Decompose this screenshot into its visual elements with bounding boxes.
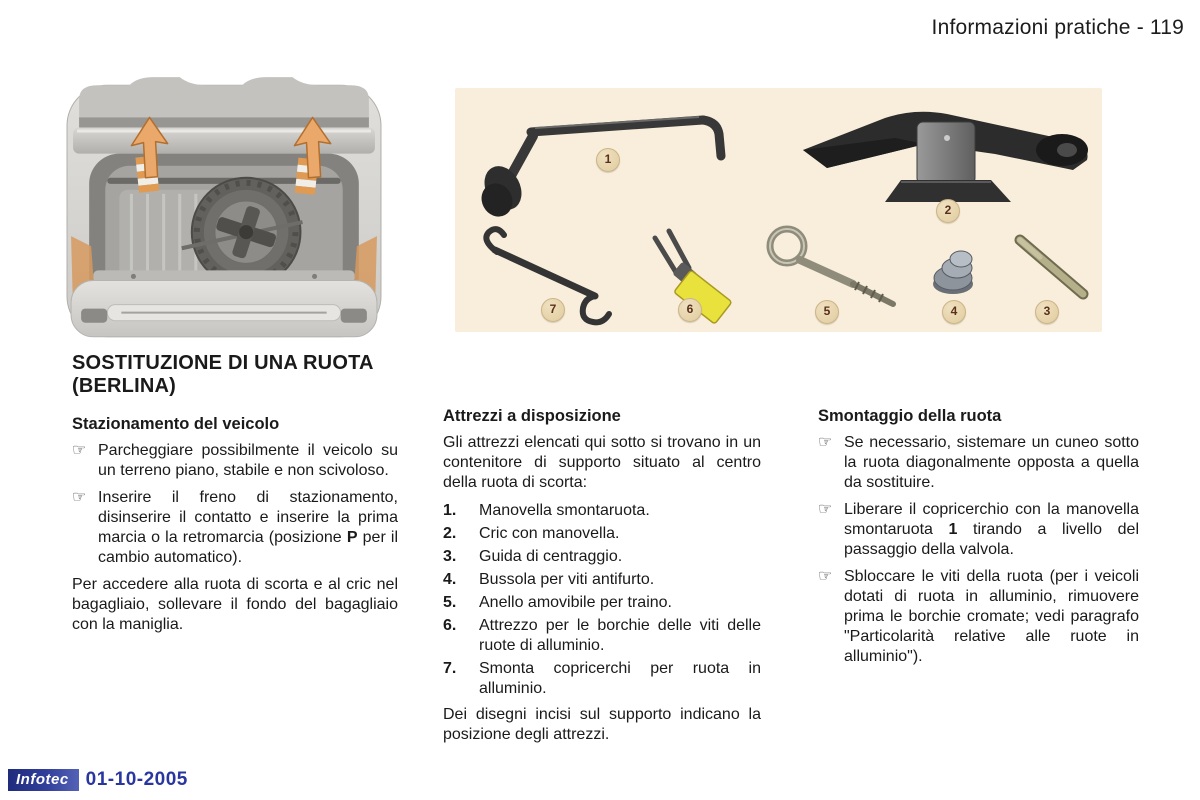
tool-number-badge: 3 <box>1035 300 1059 324</box>
tool-number-badge: 2 <box>936 199 960 223</box>
tools-list <box>443 501 761 699</box>
tools-figure <box>455 88 1102 332</box>
list-item <box>72 488 398 568</box>
section-available-tools <box>443 406 761 753</box>
list-item: 1. Manovella smontaruota. <box>443 502 650 519</box>
trunk-lid <box>79 77 369 119</box>
list-item: 6. Attrezzo per le borchie delle viti delle ruote di alluminio. <box>443 617 761 654</box>
pointing-hand-icon: ☞ <box>72 489 87 506</box>
trunk-photo <box>63 73 385 345</box>
footer-date: 01-10-2005 <box>85 769 188 790</box>
page-title: Informazioni pratiche - 119 <box>931 16 1184 39</box>
subsection-heading-removal: Smontaggio della ruota <box>818 407 1002 425</box>
list-item: 4. Bussola per viti antifurto. <box>443 571 655 588</box>
bullet-text: Sbloccare le viti della ruota (per i veicoli dotati di ruota in alluminio, rimuovere prima le borchie cromate; vedi paragrafo "Particolarità relative alle ruote in alluminio"). <box>844 568 1139 665</box>
wheel-brace <box>476 117 721 222</box>
page-footer <box>8 769 188 791</box>
list-item: 5. Anello amovibile per traino. <box>443 594 672 611</box>
section-heading: SOSTITUZIONE DI UNA RUOTA (BERLINA) <box>72 352 373 397</box>
infotec-logo: Infotec <box>8 769 79 791</box>
pointing-hand-icon: ☞ <box>72 442 87 459</box>
list-item <box>818 433 1139 493</box>
bullet-text: Liberare il copricerchio con la manovella smontaruota 1 tirando a livello del passaggio della valvola. <box>844 501 1139 558</box>
subsection-heading-parking: Stazionamento del veicolo <box>72 415 280 433</box>
list-item: 3. Guida di centraggio. <box>443 548 623 565</box>
list-item <box>818 500 1139 560</box>
centering-guide <box>1020 240 1083 294</box>
trunk-illustration <box>63 73 385 345</box>
tools-outro: Dei disegni incisi sul supporto indicano la posizione degli attrezzi. <box>443 706 761 743</box>
list-item <box>72 441 398 481</box>
subsection-heading-tools: Attrezzi a disposizione <box>443 407 621 425</box>
tool-number-badge: 6 <box>678 298 702 322</box>
section-wheel-removal <box>818 406 1139 674</box>
list-item: 2. Cric con manovella. <box>443 525 620 542</box>
bullet-text: Se necessario, sistemare un cuneo sotto la ruota diagonalmente opposta a quella da sostituire. <box>844 434 1139 491</box>
section-wheel-replacement <box>72 352 398 643</box>
jack <box>803 112 1088 202</box>
pointing-hand-icon: ☞ <box>818 568 833 585</box>
pointing-hand-icon: ☞ <box>818 434 833 451</box>
tool-number-badge: 4 <box>942 300 966 324</box>
tools-illustration <box>455 88 1102 332</box>
list-item <box>818 567 1139 667</box>
tool-number-badge: 7 <box>541 298 565 322</box>
bullet-text: Inserire il freno di stazionamento, disinserire il contatto e inserire la prima marcia o la retromarcia (posizione P per il cambio automatico). <box>98 489 399 566</box>
tools-intro: Gli attrezzi elencati qui sotto si trovano in un contenitore di supporto situato al centro della ruota di scorta: <box>443 434 761 491</box>
list-item: 7. Smonta copricerchi per ruota in alluminio. <box>443 660 761 697</box>
tool-number-badge: 1 <box>596 148 620 172</box>
bullet-text: Parcheggiare possibilmente il veicolo su un terreno piano, stabile e non scivoloso. <box>98 442 398 479</box>
towing-eye <box>770 229 893 304</box>
tool-number-badge: 5 <box>815 300 839 324</box>
antitheft-socket <box>933 251 973 294</box>
paragraph-access-spare: Per accedere alla ruota di scorta e al cric nel bagagliaio, sollevare il fondo del bagagliaio con la maniglia. <box>72 576 398 633</box>
pointing-hand-icon: ☞ <box>818 501 833 518</box>
